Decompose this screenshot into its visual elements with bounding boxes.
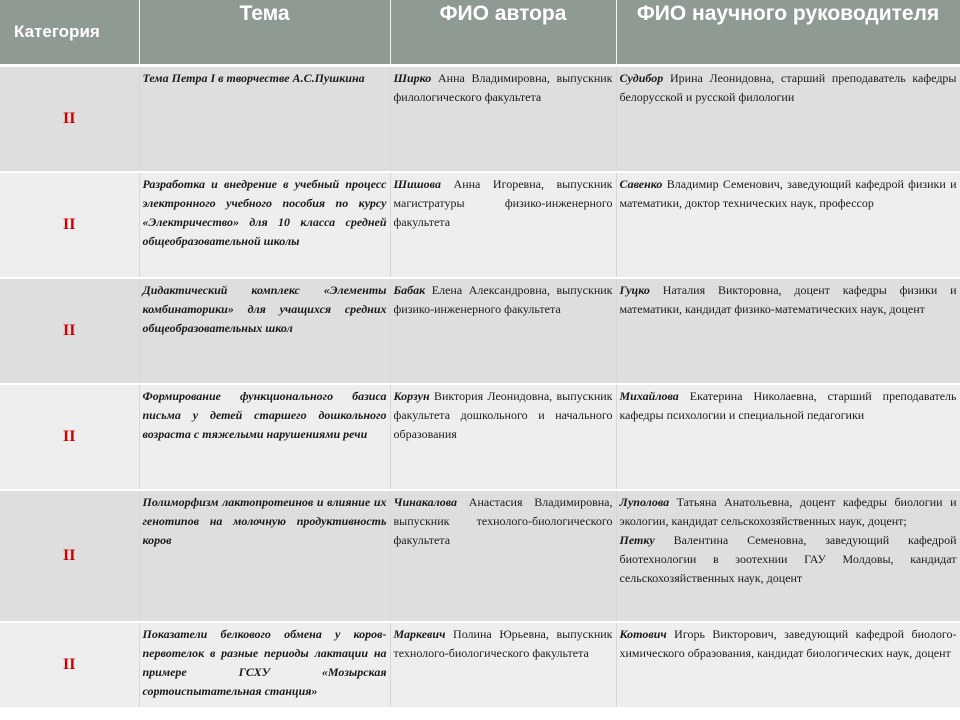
- table-row: [0, 384, 960, 490]
- author-cell: [390, 490, 616, 622]
- supervisor-cell: [616, 622, 960, 708]
- author-surname: Ширко: [393, 71, 432, 85]
- supervisor-details: Татьяна Анатольевна, доцент кафедры биологии и экологии, кандидат сельскохозяйственных наук, доцент;: [619, 494, 957, 528]
- author-cell: [390, 66, 616, 172]
- supervisor-details: Ирина Леонидовна, старший преподаватель кафедры белорусской и русской филологии: [619, 71, 957, 104]
- author-surname: Корзун: [393, 388, 430, 403]
- author-details: Елена Александровна, выпускник физико-инженерного факультета: [393, 282, 613, 316]
- supervisor-details: Владимир Семенович, заведующий кафедрой физики и математики, доктор технических наук, профессор: [619, 176, 957, 210]
- author-cell: [390, 172, 616, 278]
- author-details: Полина Юрьевна, выпускник технолого-биологического факультета: [393, 626, 613, 660]
- supervisor-details: Валентина Семеновна, заведующий кафедрой биотехнологии в зоотехнии ГАУ Молдовы, кандидат сельскохозяйственных наук, доцент: [619, 532, 957, 585]
- table-row: [0, 66, 960, 172]
- author-surname: Чинакалова: [393, 494, 458, 509]
- topic-cell: Показатели белкового обмена у коров-первотелок в разные периоды лактации на примере ГСХУ «Мозырская сортоиспытательная станция»: [139, 622, 390, 708]
- supervisor-surname: Гуцко: [619, 282, 650, 297]
- header-topic: Тема: [139, 0, 390, 66]
- supervisor-details: Екатерина Николаевна, старший преподаватель кафедры психологии и специальной педагогики: [619, 388, 957, 422]
- supervisor-surname: Михайлова: [619, 388, 679, 403]
- category-cell: II: [0, 490, 139, 622]
- category-cell: II: [0, 622, 139, 708]
- author-details: Виктория Леонидовна, выпускник факультета дошкольного и начального образования: [393, 388, 613, 441]
- supervisor-cell: [616, 66, 960, 172]
- table-header-row: [0, 0, 960, 66]
- author-details: Анна Владимировна, выпускник филологического факультета: [393, 71, 613, 104]
- header-supervisor: ФИО научного руководителя: [616, 0, 960, 66]
- topic-cell: Полиморфизм лактопротеинов и влияние их генотипов на молочную продуктивность коров: [139, 490, 390, 622]
- supervisor-cell: [616, 490, 960, 622]
- topic-cell: Разработка и внедрение в учебный процесс электронного учебного пособия по курсу «Электричество» для 10 класса средней общеобразовательной школы: [139, 172, 390, 278]
- table-row: [0, 172, 960, 278]
- table-row: [0, 622, 960, 708]
- topic-cell: Тема Петра I в творчестве А.С.Пушкина: [139, 66, 390, 172]
- supervisor-surname: Судибор: [619, 71, 664, 85]
- header-author: ФИО автора: [390, 0, 616, 66]
- supervisor-cell: [616, 172, 960, 278]
- author-surname: Бабак: [393, 282, 426, 297]
- category-cell: II: [0, 384, 139, 490]
- author-cell: [390, 622, 616, 708]
- author-cell: [390, 278, 616, 384]
- category-cell: II: [0, 172, 139, 278]
- supervisor-cell: [616, 384, 960, 490]
- table-row: [0, 490, 960, 622]
- table-row: [0, 278, 960, 384]
- supervisor-surname: Луполова: [619, 494, 670, 509]
- supervisor-cell: [616, 278, 960, 384]
- second-supervisor: [620, 531, 957, 588]
- supervisor-surname: Савенко: [619, 176, 663, 191]
- supervisor-details: Игорь Викторович, заведующий кафедрой биолого-химического образования, кандидат биологических наук, доцент: [619, 626, 957, 660]
- category-cell: II: [0, 278, 139, 384]
- supervisor-surname: Петку: [619, 532, 655, 547]
- author-surname: Шишова: [393, 176, 441, 191]
- topic-cell: Дидактический комплекс «Элементы комбинаторики» для учащихся средних общеобразовательных школ: [139, 278, 390, 384]
- author-surname: Маркевич: [393, 626, 446, 641]
- author-details: Анастасия Владимировна, выпускник технолого-биологического факультета: [393, 494, 613, 547]
- topic-cell: Формирование функционального базиса письма у детей старшего дошкольного возраста с тяжелыми нарушениями речи: [139, 384, 390, 490]
- supervisor-details: Наталия Викторовна, доцент кафедры физики и математики, кандидат физико-математических наук, доцент: [619, 282, 957, 316]
- header-category: Категория: [0, 0, 139, 66]
- supervisor-surname: Котович: [619, 626, 667, 641]
- category-cell: II: [0, 66, 139, 172]
- author-details: Анна Игоревна, выпускник магистратуры физико-инженерного факультета: [393, 176, 613, 229]
- author-cell: [390, 384, 616, 490]
